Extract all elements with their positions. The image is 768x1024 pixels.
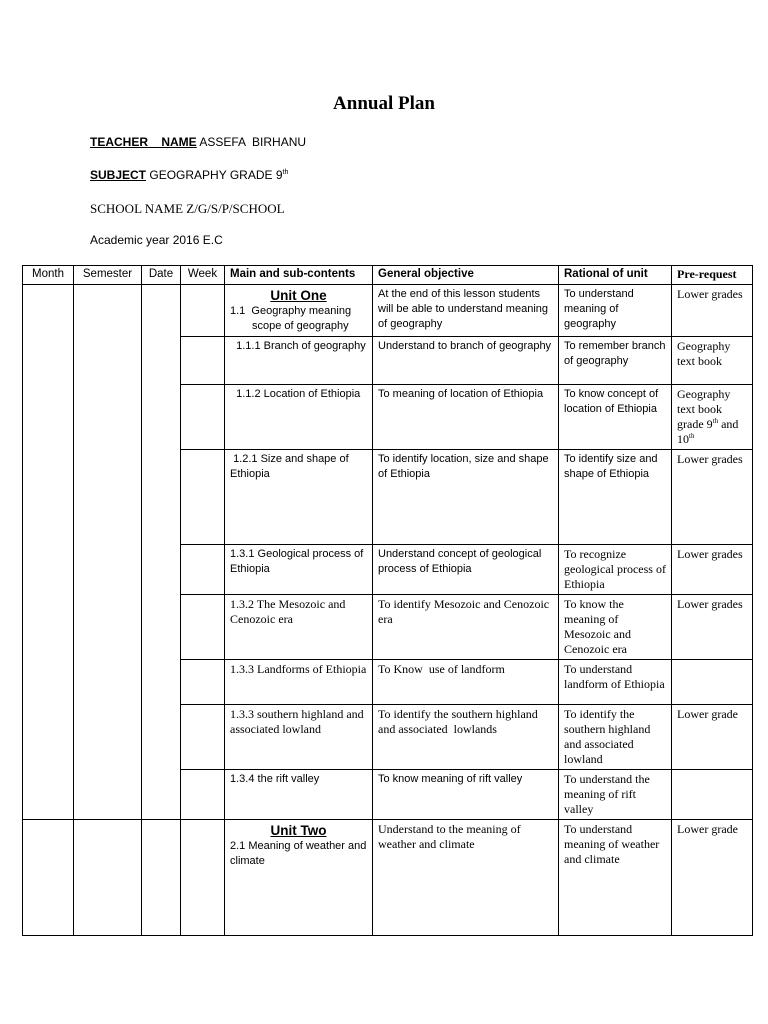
- week-cell: [181, 820, 225, 936]
- week-cell: [181, 385, 225, 450]
- subject-superscript: th: [282, 169, 289, 176]
- subject-label: SUBJECT: [90, 168, 147, 182]
- header-content: Main and sub-contents: [225, 266, 373, 285]
- prereq-cell: [672, 385, 753, 450]
- semester-cell: [74, 285, 142, 820]
- prereq-cell: Lower grades: [672, 450, 753, 545]
- prereq-cell: Lower grades: [672, 285, 753, 337]
- header-date: Date: [142, 266, 181, 285]
- objective-cell: To identify location, size and shape of Ethiopia: [373, 450, 559, 545]
- header-month: Month: [23, 266, 74, 285]
- header-prereq: Pre-request: [672, 266, 753, 285]
- content-cell: 1.1.1 Branch of geography: [225, 337, 373, 385]
- unit-two-heading: Unit Two: [270, 823, 327, 838]
- teacher-value: ASSEFA BIRHANU: [199, 135, 307, 149]
- academic-year-line: Academic year 2016 E.C: [90, 233, 223, 247]
- rational-cell: To identify size and shape of Ethiopia: [559, 450, 672, 545]
- prereq-cell: [672, 770, 753, 820]
- rational-cell: To know the meaning of Mesozoic and Cenozoic era: [559, 595, 672, 660]
- week-cell: [181, 337, 225, 385]
- school-line: SCHOOL NAME Z/G/S/P/SCHOOL: [90, 201, 285, 216]
- table-row: [23, 285, 753, 337]
- rational-cell: To recognize geological process of Ethiopia: [559, 545, 672, 595]
- month-cell: [23, 285, 74, 820]
- week-cell: [181, 450, 225, 545]
- rational-cell: To understand meaning of weather and climate: [559, 820, 672, 936]
- content-cell: 1.3.1 Geological process of Ethiopia: [225, 545, 373, 595]
- prereq-cell: Lower grades: [672, 595, 753, 660]
- week-cell: [181, 770, 225, 820]
- date-cell: [142, 285, 181, 820]
- prereq-text: Geography text book grade 9: [677, 387, 731, 431]
- content-text: 2.1 Meaning of weather and climate: [230, 840, 367, 867]
- objective-cell: To identify the southern highland and associated lowlands: [373, 705, 559, 770]
- header-rational: Rational of unit: [559, 266, 672, 285]
- prereq-cell: Lower grades: [672, 545, 753, 595]
- week-cell: [181, 285, 225, 337]
- date-cell: [142, 820, 181, 936]
- prereq-cell: [672, 660, 753, 705]
- document-title: Annual Plan: [333, 93, 435, 114]
- rational-cell: To identify the southern highland and associated lowland: [559, 705, 672, 770]
- objective-cell: To identify Mesozoic and Cenozoic era: [373, 595, 559, 660]
- content-cell: [225, 820, 373, 936]
- prereq-superscript-2: th: [689, 432, 695, 440]
- objective-cell: To Know use of landform: [373, 660, 559, 705]
- objective-cell: To meaning of location of Ethiopia: [373, 385, 559, 450]
- objective-cell: Understand to branch of geography: [373, 337, 559, 385]
- subject-line: [90, 168, 288, 182]
- table-header-row: [23, 266, 753, 285]
- prereq-cell: Lower grade: [672, 705, 753, 770]
- unit-one-heading: Unit One: [270, 288, 327, 303]
- week-cell: [181, 705, 225, 770]
- content-cell: [225, 285, 373, 337]
- content-cell: 1.2.1 Size and shape of Ethiopia: [225, 450, 373, 545]
- objective-cell: Understand to the meaning of weather and climate: [373, 820, 559, 936]
- content-text: 1.1 Geography meaning: [230, 305, 352, 317]
- week-cell: [181, 595, 225, 660]
- content-cell: 1.3.4 the rift valley: [225, 770, 373, 820]
- annual-plan-table: [22, 265, 753, 936]
- objective-cell: At the end of this lesson students will be able to understand meaning of geography: [373, 285, 559, 337]
- rational-cell: To understand the meaning of rift valley: [559, 770, 672, 820]
- content-cell: 1.1.2 Location of Ethiopia: [225, 385, 373, 450]
- rational-cell: To know concept of location of Ethiopia: [559, 385, 672, 450]
- header-week: Week: [181, 266, 225, 285]
- objective-cell: Understand concept of geological process of Ethiopia: [373, 545, 559, 595]
- semester-cell: [74, 820, 142, 936]
- rational-cell: To understand meaning of geography: [559, 285, 672, 337]
- rational-cell: To remember branch of geography: [559, 337, 672, 385]
- objective-cell: To know meaning of rift valley: [373, 770, 559, 820]
- content-subtext: scope of geography: [252, 320, 349, 332]
- week-cell: [181, 660, 225, 705]
- prereq-text-2: and 10: [677, 417, 739, 446]
- prereq-cell: Geography text book: [672, 337, 753, 385]
- header-semester: Semester: [74, 266, 142, 285]
- content-cell: 1.3.2 The Mesozoic and Cenozoic era: [225, 595, 373, 660]
- week-cell: [181, 545, 225, 595]
- header-objective: General objective: [373, 266, 559, 285]
- prereq-cell: Lower grade: [672, 820, 753, 936]
- teacher-label: TEACHER NAME: [90, 135, 197, 149]
- content-cell: 1.3.3 southern highland and associated lowland: [225, 705, 373, 770]
- prereq-superscript: th: [712, 417, 719, 425]
- rational-cell: To understand landform of Ethiopia: [559, 660, 672, 705]
- month-cell: [23, 820, 74, 936]
- subject-value: GEOGRAPHY GRADE 9: [149, 168, 283, 182]
- table-row: [23, 820, 753, 936]
- content-cell: 1.3.3 Landforms of Ethiopia: [225, 660, 373, 705]
- teacher-line: [90, 135, 306, 149]
